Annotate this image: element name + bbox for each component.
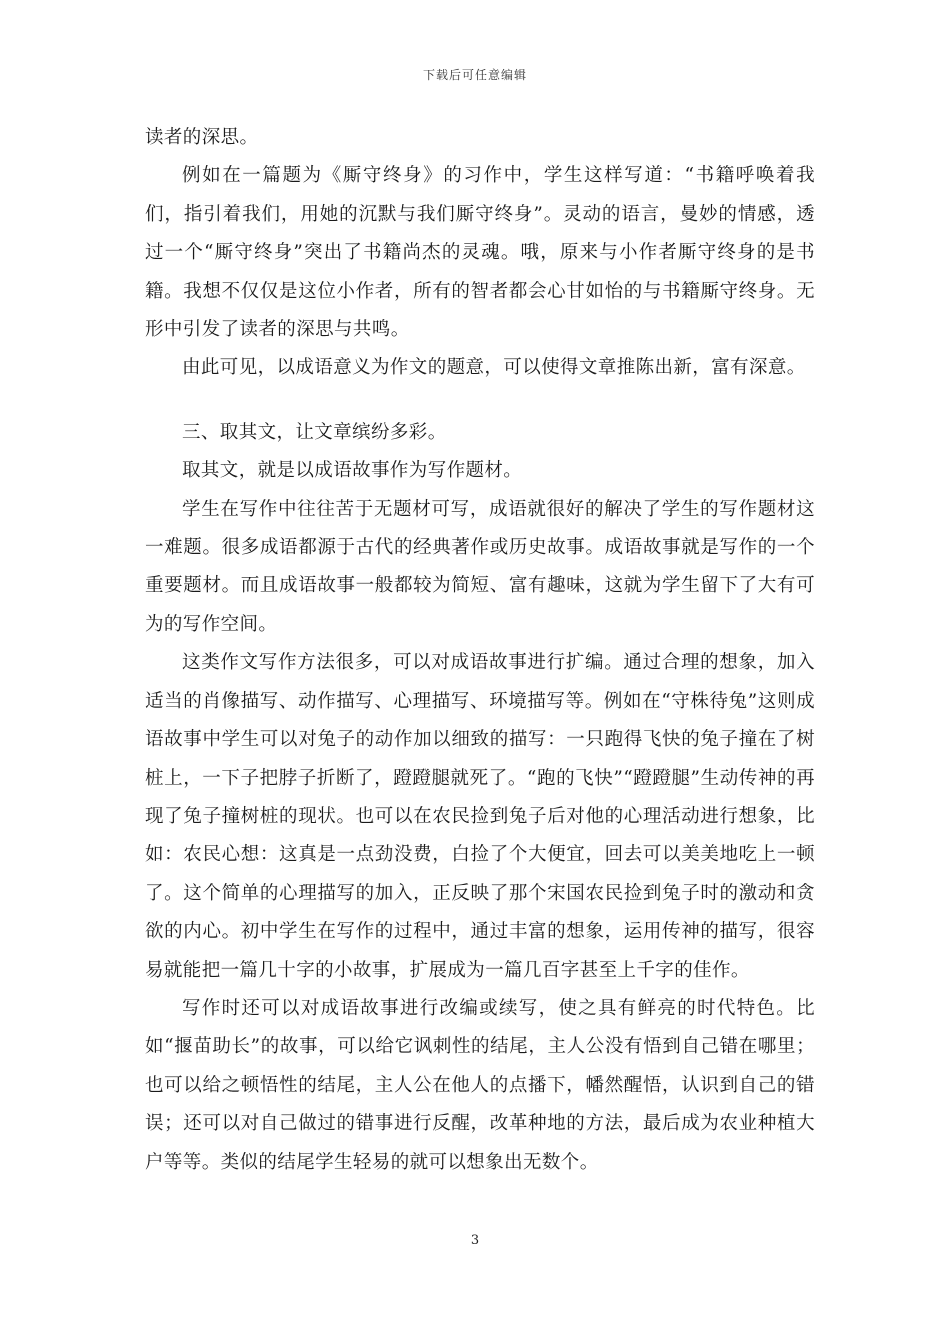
paragraph-continuation: 读者的深思。	[145, 127, 259, 148]
section-heading: 三、取其文，让文章缤纷多彩。	[182, 421, 447, 443]
page-number: 3	[470, 1233, 480, 1248]
paragraph-topic-material: 学生在写作中往往苦于无题材可写，成语就很好的解决了学生的写作题材这一难题。很多成语都源于古代的经典著作或历史故事。成语故事就是写作的一个重要题材。而且成语故事一般都较为简短、富有趣味，这就为学生留下了大有可为的写作空间。	[145, 498, 815, 635]
document-body	[145, 119, 815, 1182]
paragraph-conclusion: 由此可见，以成语意义为作文的题意，可以使得文章推陈出新，富有深意。	[182, 357, 806, 379]
paragraph-definition: 取其文，就是以成语故事作为写作题材。	[182, 460, 523, 482]
section-gap	[145, 388, 815, 414]
paragraph-adaptation-method: 写作时还可以对成语故事进行改编或续写，使之具有鲜亮的时代特色。比如“揠苗助长”的故事，可以给它讽刺性的结尾，主人公没有悟到自己错在哪里；也可以给之顿悟性的结尾，主人公在他人的点播下，幡然醒悟，认识到自己的错误；还可以对自己做过的错事进行反醒，改革种地的方法，最后成为农业种植大户等等。类似的结尾学生轻易的就可以想象出无数个。	[145, 997, 815, 1173]
paragraph-expansion-method: 这类作文写作方法很多，可以对成语故事进行扩编。通过合理的想象，加入适当的肖像描写、动作描写、心理描写、环境描写等。例如在“守株待兔”这则成语故事中学生可以对兔子的动作加以细致的描写：一只跑得飞快的兔子撞在了树桩上，一下子把脖子折断了，蹬蹬腿就死了。“跑的飞快”“蹬蹬腿”生动传神的再现了兔子撞树桩的现状。也可以在农民捡到兔子后对他的心理活动进行想象，比如：农民心想：这真是一点劲没费，白捡了个大便宜，回去可以美美地吃上一顿了。这个简单的心理描写的加入，正反映了那个宋国农民捡到兔子时的激动和贪欲的内心。初中学生在写作的过程中，通过丰富的想象，运用传神的描写，很容易就能把一篇几十字的小故事，扩展成为一篇几百字甚至上千字的佳作。	[145, 652, 815, 981]
paragraph-example: 例如在一篇题为《厮守终身》的习作中，学生这样写道：“书籍呼唤着我们，指引着我们，用她的沉默与我们厮守终身”。灵动的语言，曼妙的情感，透过一个“厮守终身”突出了书籍尚杰的灵魂。哦，原来与小作者厮守终身的是书籍。我想不仅仅是这位小作者，所有的智者都会心甘如怡的与书籍厮守终身。无形中引发了读者的深思与共鸣。	[145, 165, 815, 341]
page-header: 下载后可任意编辑	[422, 68, 527, 82]
